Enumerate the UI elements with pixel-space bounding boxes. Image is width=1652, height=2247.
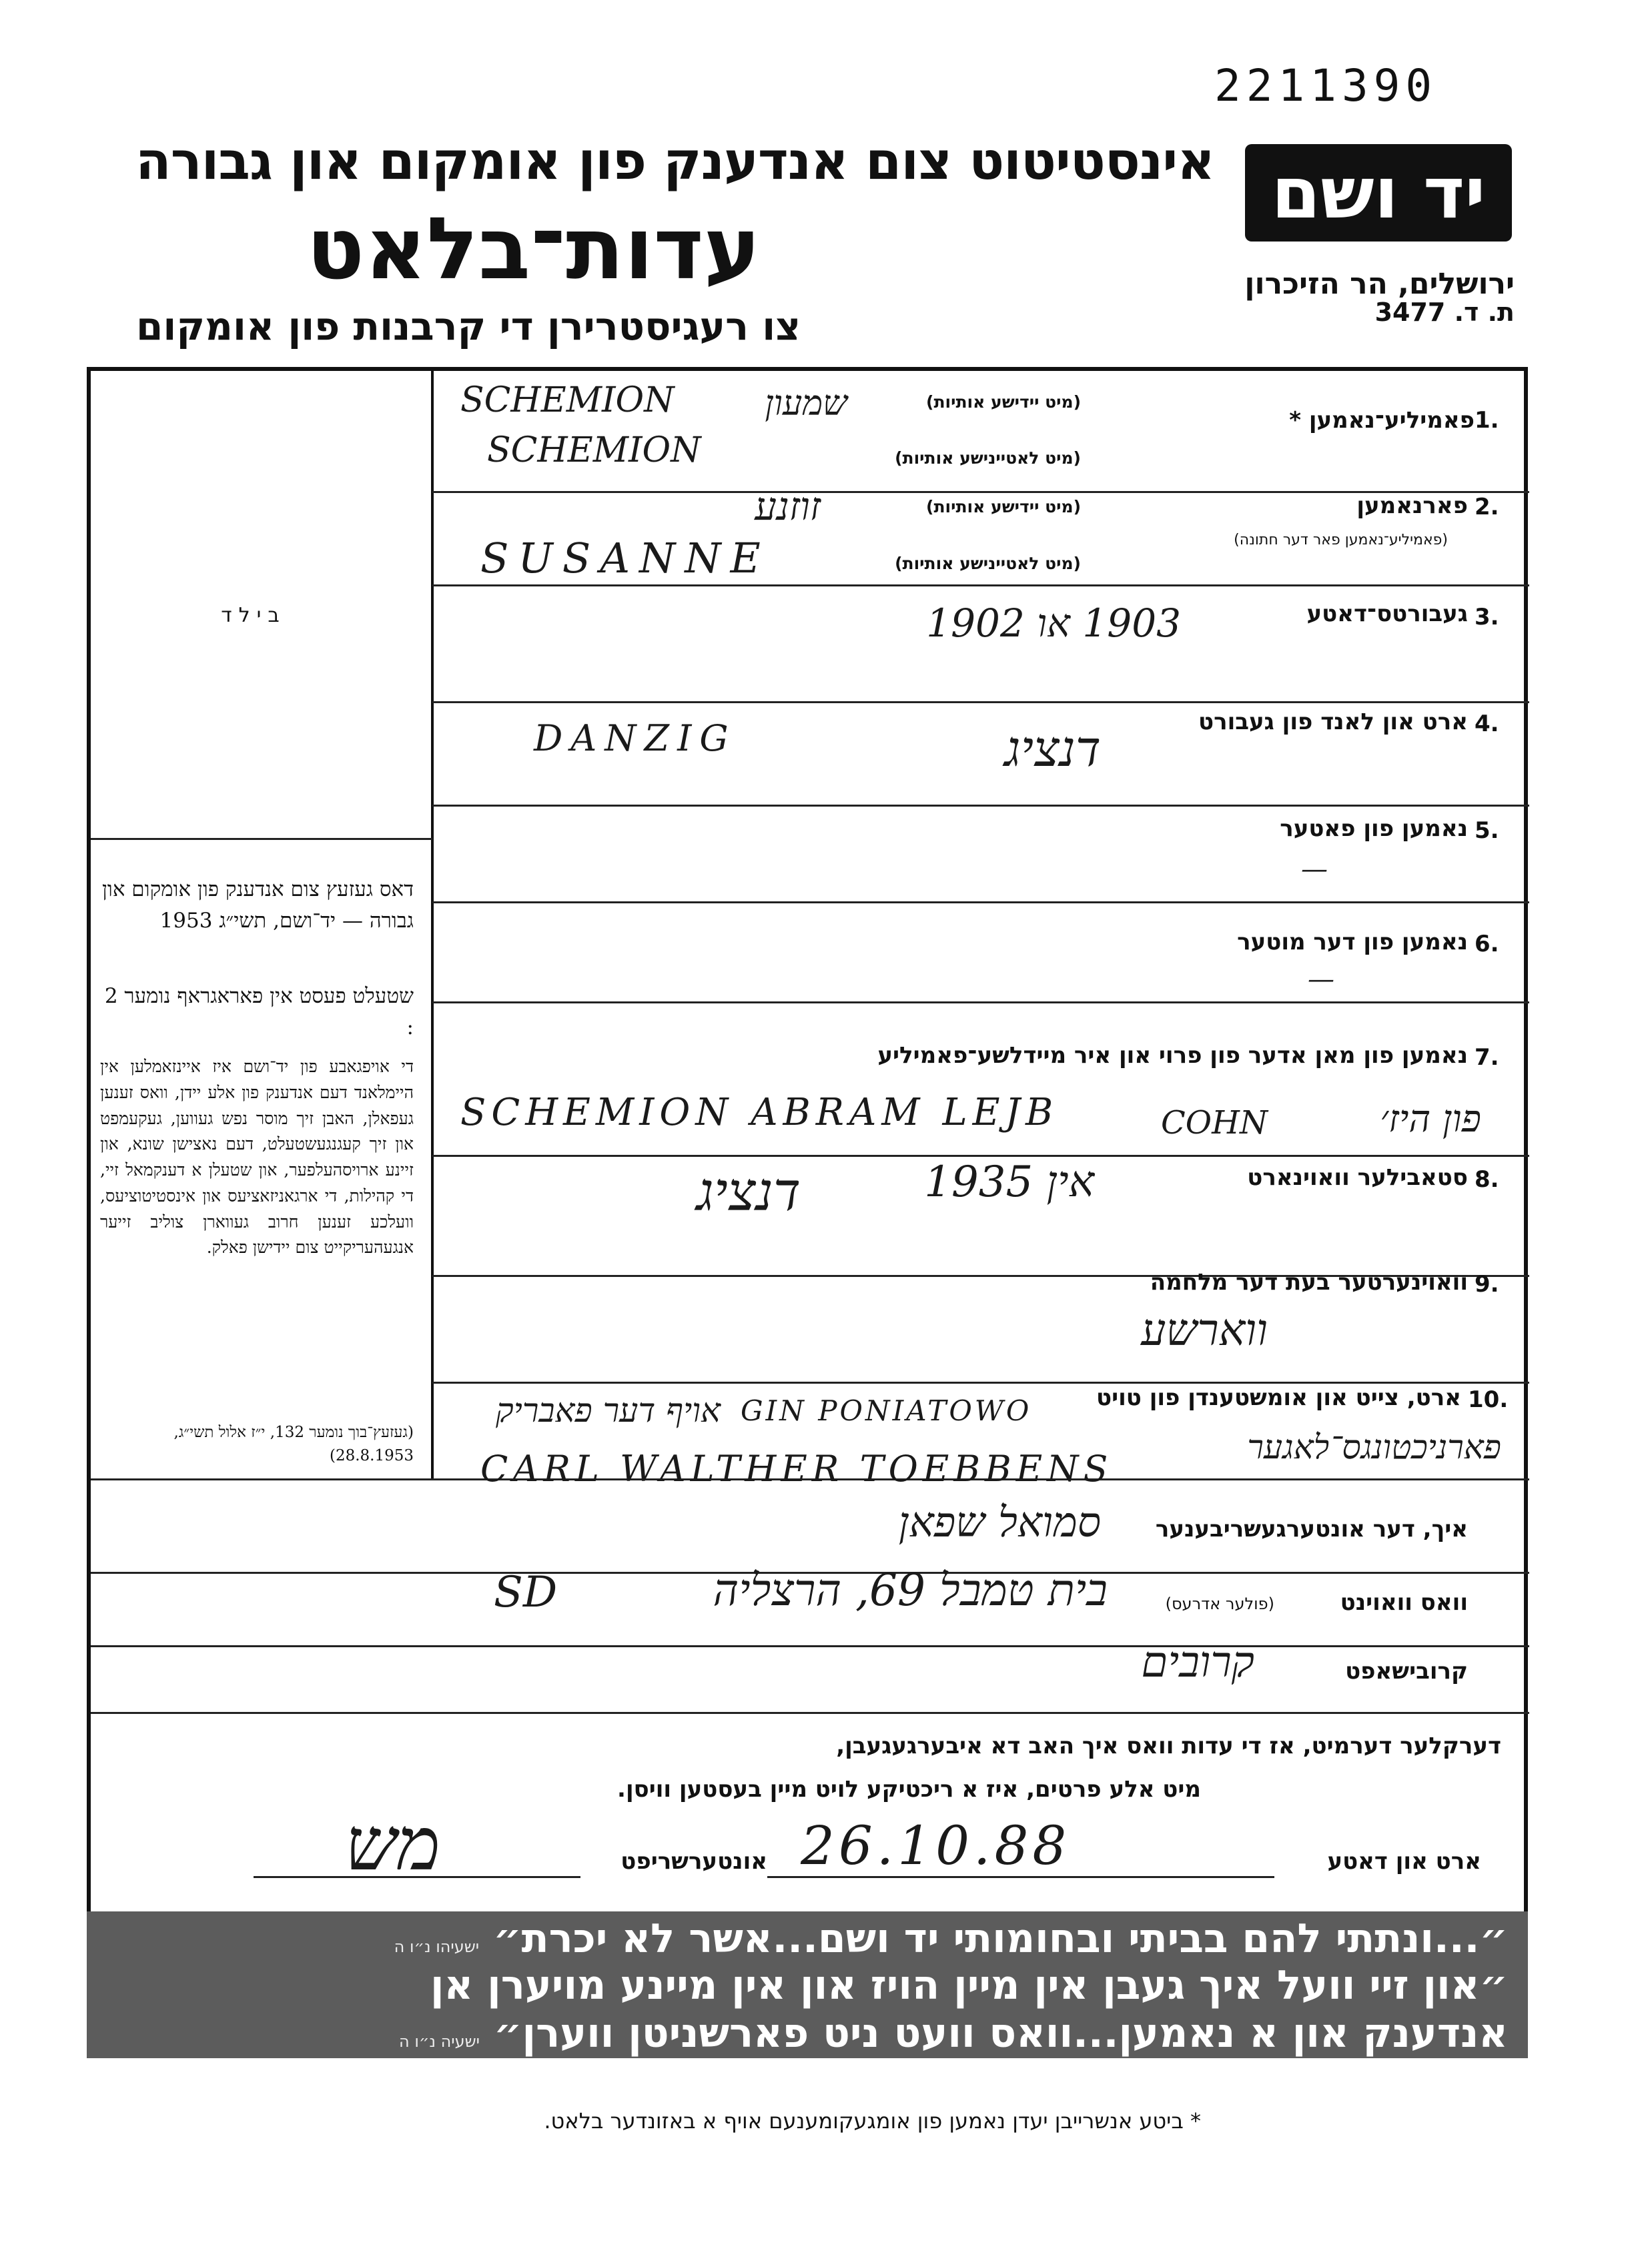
field-7-number: 7. bbox=[1475, 1044, 1499, 1071]
law-text-body: די אויפגאבע פון יד־ושם איז איינזאמלען אין היימלאנד דעם אנדענק פון אלע יידן, וואס זענען געפאלן, האבן זיך מוסר נפש געווען, געקעמפט און זיך קעגנגעשטעלט, דעם נאצישן שונא, און זיינע ארויסהעלפער, און שטעלן א דענקמאל זיי, די קהילות, די ארגאניזאציעס און אינסטיטוציעס, וועלכע זענען חרוב געווארן צוליב זייער אנגעהעריקייט צום יידישן פאלק. bbox=[100, 1057, 414, 1258]
field-3-label: געבורטס־דאטע bbox=[1306, 600, 1468, 627]
field-1-number: 1. bbox=[1475, 407, 1499, 434]
field-2-number: 2. bbox=[1475, 494, 1499, 520]
law-text-heading: דאס געזעץ צום אנדענק פון אומקום און גבורה — יד־ושם, תשי״ג 1953 bbox=[102, 877, 414, 933]
field-7-value-latin: SCHEMION ABRAM LEJB bbox=[460, 1091, 1059, 1134]
document-number: 2211390 bbox=[1214, 60, 1438, 111]
submitter-address-mark: SD bbox=[494, 1568, 558, 1617]
field-6-value: — bbox=[1308, 964, 1334, 995]
field-8-number: 8. bbox=[1475, 1166, 1499, 1193]
submitter-kinship-label: קרובישאפט bbox=[1345, 1658, 1468, 1685]
left-column-divider bbox=[431, 371, 434, 1478]
field-9-label: וואוינערטער בעת דער מלחמה bbox=[1150, 1269, 1468, 1296]
submitter-address-note: (פולער אדרעס) bbox=[1165, 1595, 1274, 1613]
row-divider bbox=[91, 1645, 1529, 1647]
field-10-label: ארט, צייט און אומשטענדן פון טויט bbox=[1096, 1384, 1461, 1411]
banner-line1-cite: ישעיהו נ״ו ה bbox=[394, 1937, 480, 1956]
law-text-citation: (געזעץ־בוך נומער 132, י״ז אלול תשי״ג, 28.8.1953) bbox=[173, 1424, 414, 1464]
institute-title: אינסטיטוט צום אנדענק פון אומקום און גבורה bbox=[135, 131, 1214, 191]
field-3-number: 3. bbox=[1475, 604, 1499, 630]
field-1-value-latin: SCHEMION bbox=[487, 430, 701, 470]
quote-banner bbox=[87, 1911, 1528, 2058]
field-4-label: ארט און לאנד פון געבורט bbox=[1198, 709, 1468, 735]
field-5-number: 5. bbox=[1475, 817, 1499, 844]
submitter-kinship-value: קרובים bbox=[1141, 1638, 1254, 1687]
field-5-label: נאמען פון פאטער bbox=[1280, 815, 1468, 842]
field-1-value-yiddish: שמעון bbox=[765, 384, 847, 424]
law-text-paragraph-ref: שטעלט פעסט אין פאראגראף נומער 2 : bbox=[104, 984, 414, 1039]
signature-label: אונטערשריפט bbox=[621, 1848, 767, 1875]
row-divider bbox=[91, 1712, 1529, 1714]
field-divider bbox=[432, 805, 1529, 807]
field-7-value-yiddish: פון היז׳ bbox=[1380, 1097, 1481, 1141]
field-divider bbox=[432, 1382, 1529, 1384]
declaration-line1: דערקלער דערמיט, אז די עדות וואס איך האב דא איבערגעגעבן, bbox=[836, 1733, 1501, 1759]
field-10-value-latin: CARL WALTHER TOEBBENS bbox=[480, 1448, 1113, 1490]
photo-label: בילד bbox=[221, 604, 286, 627]
field-6-label: נאמען פון דער מוטער bbox=[1237, 929, 1468, 955]
field-4-value-yiddish: דנציג bbox=[1004, 721, 1101, 778]
field-6-number: 6. bbox=[1475, 931, 1499, 957]
form-title: עדות־בלאט bbox=[306, 199, 761, 299]
field-10-value-latin-top: GIN PONIATOWO bbox=[741, 1394, 1032, 1427]
field-divider bbox=[432, 701, 1529, 703]
banner-line3 bbox=[399, 2010, 1508, 2057]
field-10-number: 10. bbox=[1468, 1386, 1509, 1413]
submitter-address-label: וואס וואוינט bbox=[1340, 1589, 1468, 1616]
submitter-name-value: סמואל שפאן bbox=[898, 1498, 1101, 1546]
field-2-label: פארנאמען bbox=[1356, 492, 1468, 519]
field-2-value-yiddish: זוזנע bbox=[755, 484, 821, 529]
field-7-value-latin2: COHN bbox=[1161, 1104, 1268, 1142]
field-8-value-extra: אין 1935 bbox=[924, 1158, 1094, 1207]
yad-vashem-logo bbox=[1245, 144, 1512, 242]
form-subtitle: צו רעגיסטרירן די קרבנות פון אומקום bbox=[136, 304, 801, 349]
banner-line3-cite: ישעיה נ״ו ה bbox=[399, 2032, 480, 2051]
field-1-label: פאמיליע־נאמען * bbox=[1289, 407, 1475, 434]
field-9-number: 9. bbox=[1475, 1271, 1499, 1298]
footnote: * ביטע אנשרייבן יעדן נאמען פון אומגעקומענעם אויף א באזונדער בלאט. bbox=[544, 2108, 1201, 2134]
field-1-sub-latin: (מיט לאטיינישע אותיות) bbox=[895, 448, 1081, 468]
field-divider bbox=[432, 901, 1529, 903]
declaration-line2: מיט אלע פרטים, איז א ריכטיקע לויט מיין בעסטען וויסן. bbox=[617, 1776, 1201, 1803]
field-1-sub-yiddish: (מיט יידישע אותיות) bbox=[926, 392, 1081, 412]
field-2-sub-latin: (מיט לאטיינישע אותיות) bbox=[895, 554, 1081, 573]
field-8-value: דנציג bbox=[696, 1161, 801, 1223]
logo-text: יד ושם bbox=[1271, 151, 1486, 234]
banner-line3-text: אנדענק און א נאמען...וואס וועט ניט פארשניטן ווערן״ bbox=[493, 2010, 1508, 2057]
logo-address-line2: ת. ד. 3477 bbox=[1374, 298, 1515, 327]
field-7-label: נאמען פון מאן אדער פון פרוי און איר מיידלשע־פאמיליע bbox=[877, 1042, 1468, 1069]
field-2-value-latin: SUSANNE bbox=[480, 534, 770, 582]
signature-value: מש bbox=[344, 1801, 440, 1887]
field-3-value: 1903 או 1902 bbox=[926, 600, 1181, 646]
field-10-value-yiddish: אויף דער פאבריק bbox=[496, 1391, 721, 1430]
banner-line1-text: ״...ונתתי להם בביתי ובחומותי יד ושם...אשר לא יכרת״ bbox=[493, 1915, 1508, 1962]
field-9-value: ווארשע bbox=[1141, 1304, 1268, 1356]
photo-box-divider bbox=[91, 838, 432, 840]
place-date-label: ארט און דאטע bbox=[1327, 1848, 1481, 1875]
banner-line2: ״און זיי וועל איך געבן אין מיין הויז און אין מיינע מויערן אן bbox=[430, 1962, 1508, 2009]
field-4-value-latin: DANZIG bbox=[534, 717, 737, 759]
logo-address-line1: ירושלים, הר הזיכרון bbox=[1244, 267, 1515, 301]
field-2-sub-yiddish: (מיט יידישע אותיות) bbox=[926, 497, 1081, 516]
field-divider bbox=[432, 1001, 1529, 1003]
field-1-value-latin-top: SCHEMION bbox=[460, 380, 675, 420]
submitter-address-value: בית טמבל 69, הרצליה bbox=[713, 1564, 1108, 1616]
field-10-value-yiddish2: פארניכטונגס־לאגער bbox=[1247, 1428, 1501, 1466]
field-divider bbox=[432, 584, 1529, 586]
banner-line1 bbox=[394, 1915, 1508, 1962]
field-2-note: (פאמיליע־נאמען פאר דער חתונה) bbox=[1234, 532, 1448, 548]
field-8-label: סטאבילער וואוינארט bbox=[1247, 1164, 1468, 1191]
field-4-number: 4. bbox=[1475, 711, 1499, 737]
submitter-name-label: איך, דער אונטערגעשריבענער bbox=[1155, 1516, 1468, 1542]
field-5-value: — bbox=[1301, 854, 1328, 885]
date-value: 26.10.88 bbox=[801, 1815, 1071, 1877]
field-divider bbox=[432, 1155, 1529, 1157]
